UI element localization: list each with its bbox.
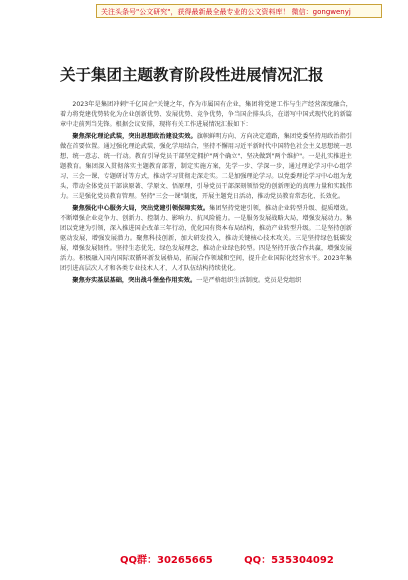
paragraph-lead: 聚焦深化理论武装，突出思想政治建设实效。 <box>72 133 197 140</box>
document-body <box>60 100 352 288</box>
paragraph-intro <box>60 100 352 130</box>
paragraph-text: 集团坚持党建引领，推动企业转型升级、提质增效。不断增强企业竞争力、创新力、控制力、影响力、抗风险能力。一是服务发展战略大局，增强发展动力。集团以党建为引领，深入推进国企改革三年行动，优化国有资本布局结构，推动产业转型升级。二是坚持创新驱动发展，增强发展潜力。聚焦科技创新，加大研发投入，推动关键核心技术攻关。三是坚持绿色低碳发展，增强发展韧性。坚持生态优先、绿色发展理念，推动企业绿色转型。四是坚持开放合作共赢，增强发展活力。积极融入国内国际双循环新发展格局，拓展合作领域和空间，提升企业国际化经营水平。2023年集团引进高层次人才和各类专业技术人才，人才队伍结构持续优化。 <box>60 205 353 272</box>
paragraph-text: 一是严格组织生活制度。党员是党组织 <box>196 277 302 284</box>
paragraph-text: 旗帜鲜明方向、方向决定道路，集团党委坚持用政治指引做在首要位置。通过强化理论武装，强化学用结合，坚持不懈用习近平新时代中国特色社会主义思想统一思想、统一意志、统一行动。教育引导党员干部坚定拥护"两个确立"、坚决做到"两个维护"。一是扎实推进主题教育。集团深入贯彻落实主题教育部署，制定实施方案，先学一步、学深一步，通过理论学习中心组学习、三会一课、专题研讨等方式，推动学习贯彻走深走实。二是加强理论学习。以党委理论学习中心组为龙头，带动全体党员干部读原著、学原文、悟原理，引导党员干部深刻领悟党的创新理论的真理力量和实践伟力。三是强化党员教育管理。坚持"三会一课"制度，开展主题党日活动，推动党员教育常态化、长效化。 <box>60 133 353 200</box>
footer-qq-group: QQ群：30265665 <box>120 555 213 566</box>
paragraph-grassroots <box>60 276 352 286</box>
promo-banner[interactable]: 关注头条号"公文研究"，获得最新最全最专业的公文资料库！ 微信：gongwenyj <box>96 4 382 18</box>
paragraph-text: 2023年是集团冲刺"千亿国企"关键之年，作为市属国有企业，集团将党建工作与生产经营深度融合，着力将党建优势转化为企业创新优势、发展优势、竞争优势，争当国企排头兵，在谱写中国式现代化的新篇章中走前列当先锋。根据会议安排，现将有关工作进展情况汇报如下： <box>60 101 352 128</box>
document-title: 关于集团主题教育阶段性进展情况汇报 <box>60 66 324 84</box>
paragraph-theory <box>60 132 352 202</box>
footer-qq: QQ：535304092 <box>244 555 334 566</box>
paragraph-lead: 聚焦强化中心服务大局，突出党建引领保障实效。 <box>72 205 210 212</box>
footer-contact <box>120 551 334 566</box>
paragraph-service <box>60 204 352 274</box>
paragraph-lead: 聚焦夯实基层基础，突出战斗堡垒作用实效。 <box>72 277 197 284</box>
